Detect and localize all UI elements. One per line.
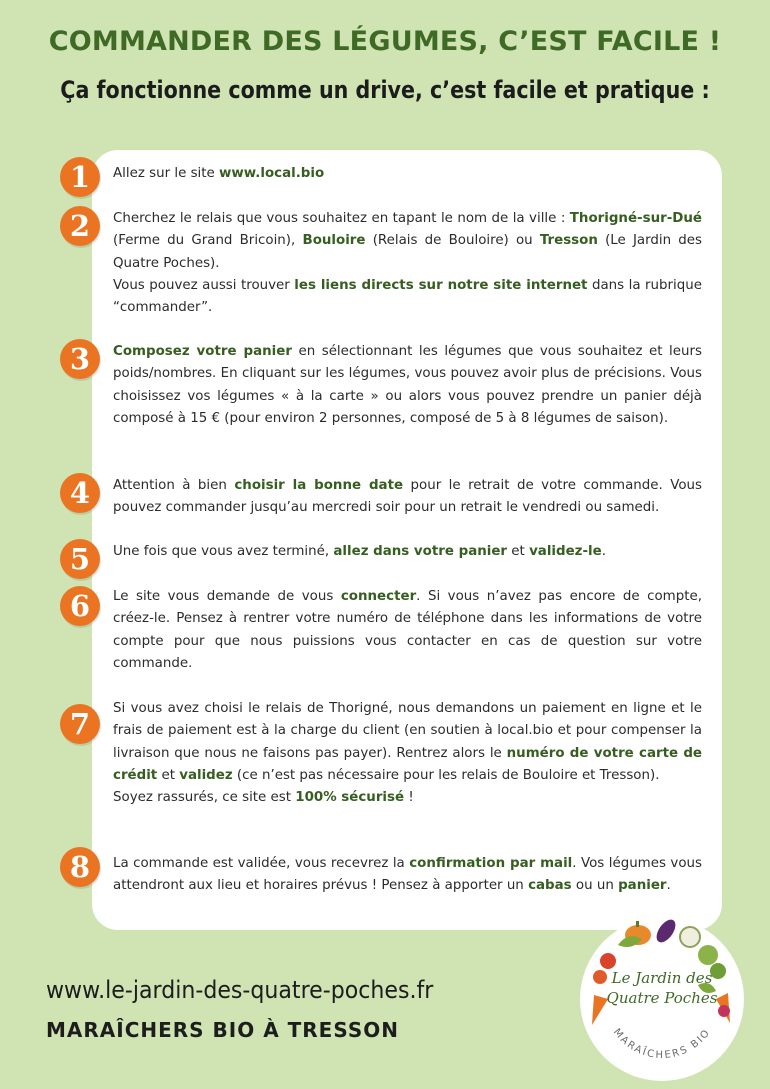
footer-tagline: MARAÎCHERS BIO À TRESSON (46, 1018, 399, 1042)
step-7-text: Si vous avez choisi le relais de Thorigné, nous demandons un paiement en ligne et le frais de paiement est à la charge du client (en soutien à local.bio et pour compenser la livraison que nous ne faisons pas payer). Rentrez alors le numéro de votre carte de crédit et validez (ce n’est pas nécessaire pour les relais de Bouloire et Tresson). Soyez rassurés, ce site est 100% sécurisé ! (113, 701, 702, 806)
step-7-number: 7 (60, 704, 100, 744)
step-1-text: Allez sur le site www.local.bio (113, 166, 325, 181)
footer-website: www.le-jardin-des-quatre-poches.fr (46, 976, 434, 1004)
step-4-text: Attention à bien choisir la bonne date pour le retrait de votre commande. Vous pouvez commander jusqu’au mercredi soir pour un retrait le vendredi ou samedi. (113, 478, 702, 516)
step-8-text: La commande est validée, vous recevrez la confirmation par mail. Vos légumes vous attendront aux lieu et horaires prévus ! Pensez à apporter un cabas ou un panier. (113, 856, 702, 894)
page-subtitle: Ça fonctionne comme un drive, c’est facile et pratique : (60, 76, 710, 104)
logo-line2: Quatre Poches (606, 989, 718, 1007)
logo-line1: Le Jardin des (611, 969, 713, 987)
step-6-text: Le site vous demande de vous connecter. Si vous n’avez pas encore de compte, créez-le. Pensez à rentrer votre numéro de téléphone dans les informations de votre compte pour que nous puissions vous contacter en cas de question sur votre commande. (113, 589, 702, 671)
step-3-number: 3 (60, 339, 100, 379)
step-1-number: 1 (60, 157, 100, 197)
step-5-number: 5 (60, 539, 100, 579)
step-5-text: Une fois que vous avez terminé, allez dans votre panier et validez-le. (113, 544, 606, 559)
step-6-number: 6 (60, 586, 100, 626)
page-title: COMMANDER DES LÉGUMES, C’EST FACILE ! (48, 26, 722, 57)
step-2-text: Cherchez le relais que vous souhaitez en tapant le nom de la ville : Thorigné-sur-Dué (Ferme du Grand Bricoin), Bouloire (Relais de Bouloire) ou Tresson (Le Jardin des Quatre Poches). Vous pouvez aussi trouver les liens directs sur notre site internet dans la rubrique “commander”. (113, 211, 702, 316)
step-3-text: Composez votre panier en sélectionnant les légumes que vous souhaitez et leurs poids/nombres. En cliquant sur les légumes, vous pouvez avoir plus de précisions. Vous choisissez vos légumes « à la carte » ou alors vous pouvez prendre un panier déjà composé à 15 € (pour environ 2 personnes, composé de 5 à 8 légumes de saison). (113, 344, 702, 426)
step-2-number: 2 (60, 206, 100, 246)
jardin-logo (578, 915, 746, 1083)
step-4-number: 4 (60, 473, 100, 513)
logo-arc-text: MARAÎCHERS BIO (610, 1026, 714, 1062)
step-8-number: 8 (60, 847, 100, 887)
